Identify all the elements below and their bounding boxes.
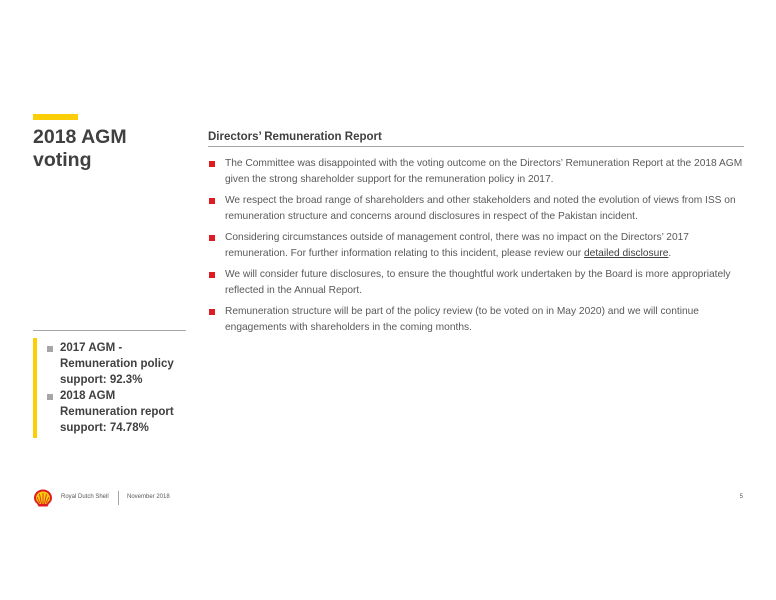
footer-date: November 2018 xyxy=(127,494,170,500)
shell-pecten-logo-icon xyxy=(33,489,53,507)
section-heading: Directors’ Remuneration Report xyxy=(208,131,744,147)
footer-divider xyxy=(118,491,119,505)
bullet-text: Remuneration structure will be part of the policy review (to be voted on in May 2020) and we will continue engagements with shareholders in the coming months. xyxy=(225,306,699,333)
callout-text: 2018 AGM Remuneration report support: 74.78% xyxy=(60,390,174,434)
footer-company: Royal Dutch Shell xyxy=(61,494,109,500)
callout-text: 2017 AGM - Remuneration policy support: 92.3% xyxy=(60,342,174,386)
bullet-text: We will consider future disclosures, to ensure the thoughtful work undertaken by the Board is more appropriately reflected in the Annual Report. xyxy=(225,269,731,296)
bullet-item xyxy=(208,156,744,188)
bullet-text: We respect the broad range of shareholders and other stakeholders and noted the evolution of views from ISS on remuneration structure and concerns around disclosures in respect of the Pakistan incident. xyxy=(225,195,736,222)
bullet-list xyxy=(208,156,744,341)
page-number: 5 xyxy=(739,494,743,500)
red-square-bullet-icon xyxy=(209,309,215,315)
bullet-item xyxy=(208,304,744,336)
red-square-bullet-icon xyxy=(209,272,215,278)
bullet-item xyxy=(208,267,744,299)
bullet-text: Considering circumstances outside of management control, there was no impact on the Directors’ 2017 remuneration. For further information relating to this incident, please review our xyxy=(225,232,689,259)
detailed-disclosure-link[interactable]: detailed disclosure xyxy=(584,248,669,259)
bullet-text: The Committee was disappointed with the voting outcome on the Directors’ Remuneration Report at the 2018 AGM given the strong shareholder support for the remuneration policy in 2017. xyxy=(225,158,743,185)
callout-accent-bar xyxy=(33,338,37,438)
callout-list xyxy=(47,340,186,436)
voting-results-callout xyxy=(33,330,186,439)
bullet-text-end: . xyxy=(668,248,672,259)
footer xyxy=(33,489,745,511)
grey-square-bullet-icon xyxy=(47,346,53,352)
bullet-item xyxy=(208,193,744,225)
title-accent-bar xyxy=(33,114,78,120)
slide-title: 2018 AGM voting xyxy=(33,126,127,171)
grey-square-bullet-icon xyxy=(47,394,53,400)
red-square-bullet-icon xyxy=(209,198,215,204)
bullet-item xyxy=(208,230,744,262)
red-square-bullet-icon xyxy=(209,161,215,167)
callout-item xyxy=(47,340,186,388)
callout-item xyxy=(47,388,186,436)
red-square-bullet-icon xyxy=(209,235,215,241)
